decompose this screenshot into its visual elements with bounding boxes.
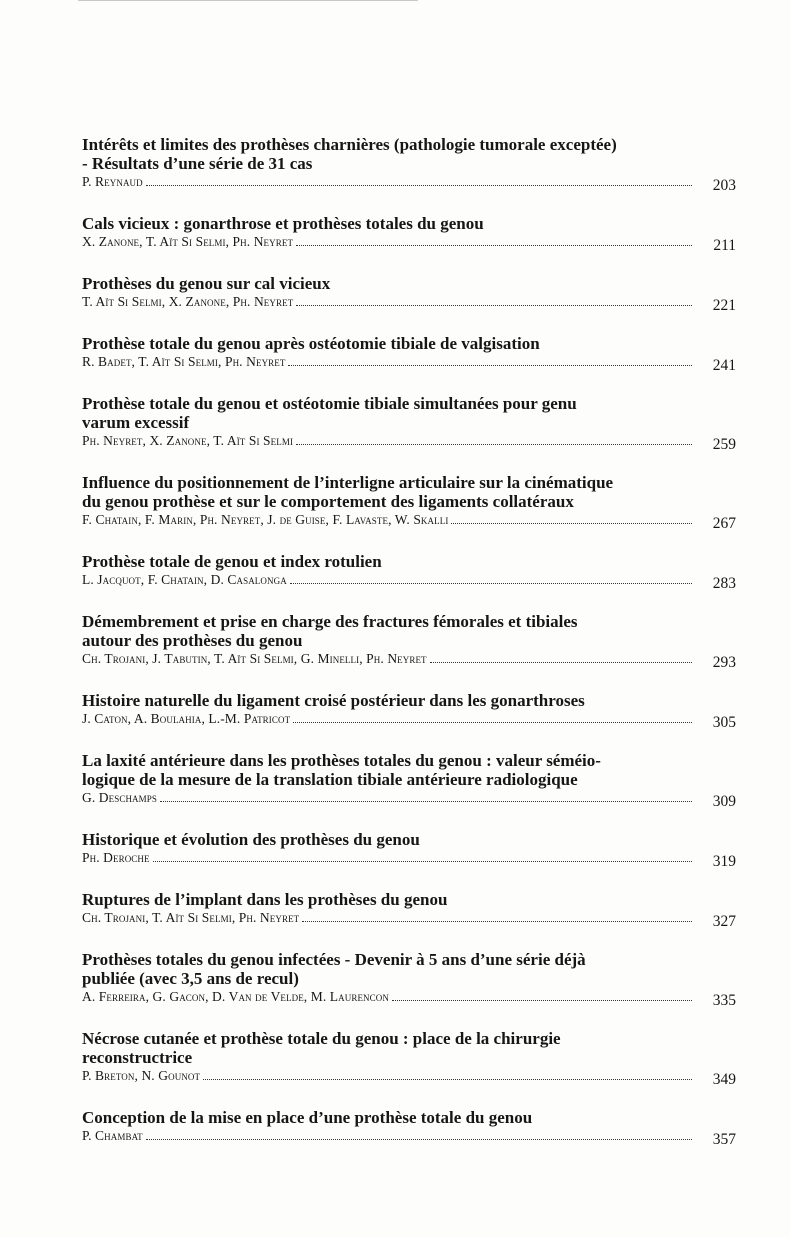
entry-title: [82, 830, 674, 849]
dot-leader: [153, 860, 692, 862]
toc-entry[interactable]: [80, 612, 736, 671]
dot-leader: [290, 582, 692, 584]
entry-authors: J. Caton, A. Boulahia, L.-M. Patricot: [82, 711, 291, 726]
dot-leader: [296, 304, 692, 306]
entry-page-number[interactable]: 211: [713, 237, 736, 254]
toc-entry[interactable]: [80, 890, 736, 930]
entry-author-line: [82, 910, 736, 930]
entry-title: [82, 691, 674, 710]
entry-author-line: [82, 989, 736, 1009]
entry-title-line: Prothèses totales du genou infectées - Devenir à 5 ans d’une série déjà: [82, 950, 586, 969]
entry-authors: A. Ferreira, G. Gacon, D. Van de Velde, M. Laurencon: [82, 989, 389, 1004]
top-rule: [78, 0, 418, 1]
entry-page-number[interactable]: 267: [712, 515, 736, 532]
entry-title-line: varum excessif: [82, 413, 190, 432]
toc-entry[interactable]: [80, 473, 736, 532]
entry-title: [82, 473, 674, 511]
toc-entry[interactable]: [80, 274, 736, 314]
entry-page-number[interactable]: 241: [712, 357, 736, 374]
entry-authors: T. Aït Si Selmi, X. Zanone, Ph. Neyret: [82, 294, 294, 309]
entry-authors: P. Chambat: [82, 1128, 143, 1143]
entry-author-line: [82, 433, 736, 453]
entry-title: [82, 394, 674, 432]
entry-page-number[interactable]: 259: [712, 436, 736, 453]
entry-title: [82, 274, 674, 293]
entry-author-line: [82, 850, 736, 870]
entry-author-line: [82, 354, 736, 374]
entry-authors: X. Zanone, T. Aït Si Selmi, Ph. Neyret: [82, 234, 294, 249]
entry-authors: Ph. Deroche: [82, 850, 150, 865]
toc-entry[interactable]: [80, 334, 736, 374]
entry-page-number[interactable]: 221: [712, 297, 736, 314]
toc-entry[interactable]: [80, 1029, 736, 1088]
dot-leader: [146, 1138, 692, 1140]
toc-entry[interactable]: [80, 394, 736, 453]
entry-title-line: du genou prothèse et sur le comportement des ligaments collatéraux: [82, 492, 574, 511]
entry-author-line: [82, 651, 736, 671]
entry-title-line: Conception de la mise en place d’une prothèse totale du genou: [82, 1108, 533, 1127]
dot-leader: [430, 661, 692, 663]
entry-title-line: Prothèse totale du genou après ostéotomie tibiale de valgisation: [82, 334, 540, 353]
entry-title: [82, 214, 674, 233]
dot-leader: [451, 522, 692, 524]
entry-author-line: [82, 572, 736, 592]
entry-author-line: [82, 790, 736, 810]
entry-title: [82, 950, 674, 988]
entry-title-line: Ruptures de l’implant dans les prothèses du genou: [82, 890, 448, 909]
entry-title-line: Intérêts et limites des prothèses charnières (pathologie tumorale exceptée): [82, 135, 617, 154]
dot-leader: [302, 920, 692, 922]
entry-title: [82, 612, 674, 650]
entry-title: [82, 1029, 674, 1067]
entry-page-number[interactable]: 357: [712, 1131, 736, 1148]
entry-title: [82, 334, 674, 353]
entry-authors: P. Breton, N. Gounot: [82, 1068, 201, 1083]
entry-title-line: reconstructrice: [82, 1048, 193, 1067]
toc-entry[interactable]: [80, 552, 736, 592]
toc-entry[interactable]: [80, 751, 736, 810]
entry-author-line: [82, 1068, 736, 1088]
entry-title-line: Cals vicieux : gonarthrose et prothèses totales du genou: [82, 214, 484, 233]
entry-author-line: [82, 512, 736, 532]
entry-title: [82, 135, 674, 173]
entry-authors: G. Deschamps: [82, 790, 157, 805]
entry-title-line: Prothèse totale de genou et index rotulien: [82, 552, 382, 571]
entry-title-line: Histoire naturelle du ligament croisé postérieur dans les gonarthroses: [82, 691, 585, 710]
dot-leader: [203, 1078, 692, 1080]
entry-authors: R. Badet, T. Aït Si Selmi, Ph. Neyret: [82, 354, 286, 369]
entry-author-line: [82, 1128, 736, 1148]
entry-title: [82, 1108, 674, 1127]
entry-author-line: [82, 174, 736, 194]
entry-title-line: Influence du positionnement de l’interligne articulaire sur la cinématique: [82, 473, 614, 492]
entry-authors: Ch. Trojani, T. Aït Si Selmi, Ph. Neyret: [82, 910, 300, 925]
entry-title-line: logique de la mesure de la translation tibiale antérieure radiologique: [82, 770, 578, 789]
dot-leader: [296, 244, 692, 246]
entry-title-line: autour des prothèses du genou: [82, 631, 303, 650]
dot-leader: [392, 999, 692, 1001]
entry-page-number[interactable]: 349: [712, 1071, 736, 1088]
entry-title-line: Prothèses du genou sur cal vicieux: [82, 274, 331, 293]
toc-entry[interactable]: [80, 830, 736, 870]
entry-page-number[interactable]: 203: [712, 177, 736, 194]
entry-authors: P. Reynaud: [82, 174, 143, 189]
entry-page-number[interactable]: 335: [712, 992, 736, 1009]
toc-entry[interactable]: [80, 691, 736, 731]
entry-authors: Ch. Trojani, J. Tabutin, T. Aït Si Selmi, G. Minelli, Ph. Neyret: [82, 651, 427, 666]
entry-author-line: [82, 234, 736, 254]
entry-page-number[interactable]: 305: [712, 714, 736, 731]
table-of-contents: [80, 135, 734, 1168]
entry-page-number[interactable]: 309: [712, 793, 736, 810]
toc-entry[interactable]: [80, 950, 736, 1009]
entry-title-line: Nécrose cutanée et prothèse totale du genou : place de la chirurgie: [82, 1029, 561, 1048]
toc-entry[interactable]: [80, 214, 736, 254]
entry-page-number[interactable]: 283: [712, 575, 736, 592]
entry-title-line: publiée (avec 3,5 ans de recul): [82, 969, 299, 988]
entry-authors: F. Chatain, F. Marin, Ph. Neyret, J. de Guise, F. Lavaste, W. Skalli: [82, 512, 449, 527]
toc-entry[interactable]: [80, 1108, 736, 1148]
dot-leader: [160, 800, 692, 802]
entry-author-line: [82, 294, 736, 314]
entry-title: [82, 552, 674, 571]
entry-title: [82, 890, 674, 909]
entry-page-number[interactable]: 293: [712, 654, 736, 671]
dot-leader: [293, 721, 692, 723]
entry-title-line: Prothèse totale du genou et ostéotomie tibiale simultanées pour genu: [82, 394, 577, 413]
entry-authors: Ph. Neyret, X. Zanone, T. Aït Si Selmi: [82, 433, 294, 448]
entry-page-number[interactable]: 319: [712, 853, 736, 870]
entry-title: [82, 751, 674, 789]
entry-authors: L. Jacquot, F. Chatain, D. Casalonga: [82, 572, 287, 587]
dot-leader: [288, 364, 692, 366]
entry-title-line: Démembrement et prise en charge des fractures fémorales et tibiales: [82, 612, 578, 631]
toc-entry[interactable]: [80, 135, 736, 194]
entry-page-number[interactable]: 327: [712, 913, 736, 930]
entry-title-line: La laxité antérieure dans les prothèses totales du genou : valeur séméio-: [82, 751, 601, 770]
dot-leader: [146, 184, 692, 186]
entry-title-line: - Résultats d’une série de 31 cas: [82, 154, 313, 173]
dot-leader: [296, 443, 692, 445]
entry-author-line: [82, 711, 736, 731]
entry-title-line: Historique et évolution des prothèses du genou: [82, 830, 420, 849]
